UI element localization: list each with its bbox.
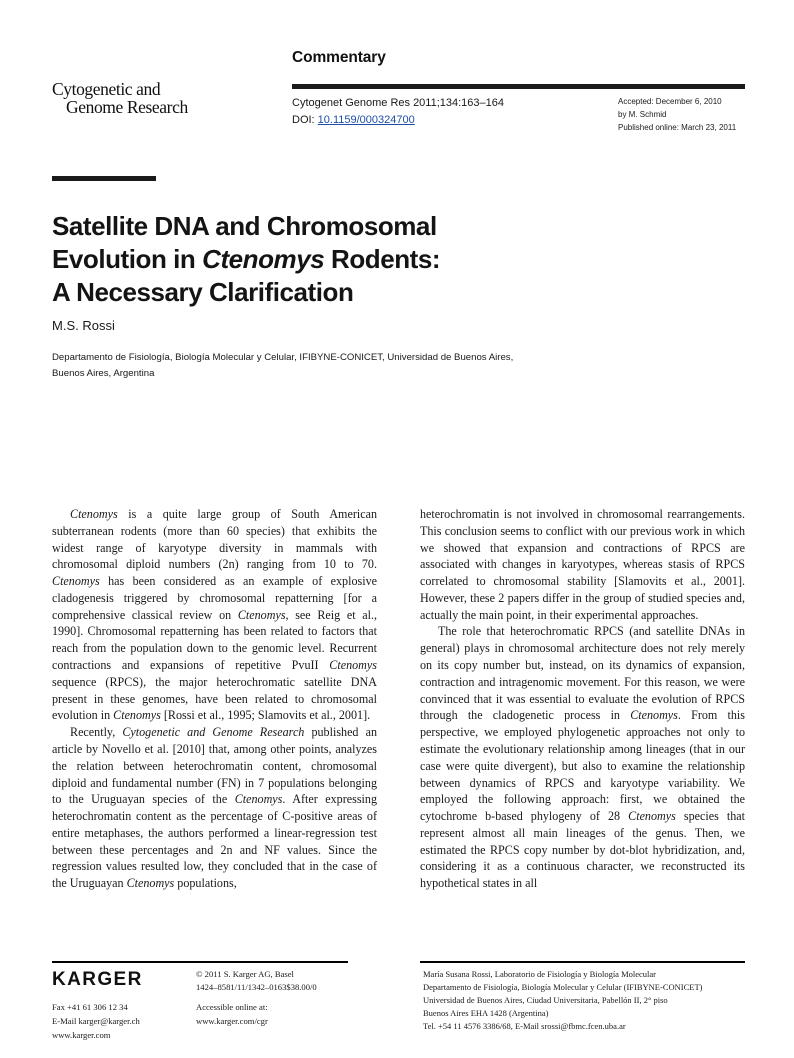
- body-paragraph: [420, 623, 745, 892]
- author-affiliation: [52, 350, 552, 382]
- journal-logo: [52, 80, 242, 116]
- text-run: has been considered as an example of explosive cladogenesis triggered by chromosomal repatterning [for a comprehensive classical review on: [52, 574, 377, 622]
- title-line-2-prefix: Evolution in: [52, 244, 203, 275]
- accessible-online-label: Accessible online at:: [196, 1002, 268, 1012]
- title-line-2-suffix: Rodents:: [324, 244, 441, 275]
- italic-term: Ctenomys: [234, 792, 283, 807]
- italic-term: Ctenomys: [52, 574, 100, 589]
- accessible-online-url[interactable]: www.karger.com/cgr: [196, 1015, 268, 1026]
- copyright-line: © 2011 S. Karger AG, Basel: [196, 969, 294, 979]
- footer-divider-left: [52, 961, 348, 963]
- body-paragraph: [52, 506, 377, 724]
- handling-editor: by M. Schmid: [618, 109, 667, 119]
- body-column-left: [52, 506, 377, 892]
- correspondence-line: Universidad de Buenos Aires, Ciudad Universitaria, Pabellón II, 2° piso: [423, 994, 668, 1005]
- correspondence-line: María Susana Rossi, Laboratorio de Fisiología y Biología Molecular: [423, 969, 657, 979]
- doi-label: DOI:: [292, 113, 318, 126]
- correspondence-line: Tel. +54 11 4576 3386/68, E-Mail srossi@fbmc.fcen.uba.ar: [423, 1020, 626, 1031]
- doi-link[interactable]: 10.1159/000324700: [317, 113, 415, 126]
- publisher-website[interactable]: www.karger.com: [52, 1029, 111, 1040]
- italic-term: Ctenomys: [126, 876, 175, 891]
- affiliation-line-1: Departamento de Fisiología, Biología Molecular y Celular, IFIBYNE-CONICET, Universidad de Buenos Aires,: [52, 352, 514, 363]
- footer-divider-right: [420, 961, 745, 963]
- author-name: M.S. Rossi: [52, 318, 115, 333]
- text-run: . From this perspective, we employed phylogenetic approaches not only to estimate the evolutionary relationship among lineages (that in our case were quite divergent), but also to examine the relationship between dynamics of RPCS and karyotype variability. We employed the following approach: first, we obtained the cytochrome b-based phylogeny of 28: [420, 708, 745, 824]
- text-run: published an article by Novello et al. [2010] that, among other points, analyzes the relation between heterochromatin content, chromosomal diploid and fundamental number (FN) in 7 populations belonging to the Uruguayan species of the: [52, 725, 377, 807]
- text-run: The role that heterochromatic RPCS (and satellite DNAs in general) plays in chromosomal architecture does not rely merely on its copy number but, instead, on its dynamics of expansion, contraction and intragenomic movement. For this reason, we were convinced that it was essential to evaluate the evolution of RPCS through the cladogenetic process in: [420, 624, 745, 723]
- italic-term: Ctenomys: [113, 708, 161, 723]
- copyright-block: [196, 968, 317, 994]
- text-run: heterochromatin is not involved in chromosomal rearrangements. This conclusion seems to conflict with our previous work in which we showed that expansion and contractions of RPCS are associated with changes in karyotypes, whereas stasis of RPCS correlated to chromosomal stability [Slamovits et al., 2001]. However, these 2 papers differ in the group of studied species and, actually the main point, in their experimental approaches.: [420, 507, 745, 622]
- doi-line: [292, 112, 504, 129]
- text-run: populations,: [174, 876, 237, 891]
- title-line-3: A Necessary Clarification: [52, 277, 354, 308]
- text-run: species that represent almost all main lineages of the genus. Then, we estimated the RPCS copy number by dot-blot hybridization, and, considering it as a continuous character, we reconstructed its hypothetical states in all: [420, 809, 745, 891]
- header-divider: [292, 84, 745, 89]
- citation-line: Cytogenet Genome Res 2011;134:163–164: [292, 97, 505, 109]
- text-run: Recently,: [70, 725, 123, 740]
- text-run: . After expressing heterochromatin content as the percentage of C-positive areas of entire metaphases, the authors performed a linear-regression test between these percentages and 2n and NF values. Since the regression values resulted low, they concluded that in the case of the Uruguayan: [52, 792, 377, 891]
- journal-logo-line1: Cytogenetic and: [52, 79, 161, 99]
- title-divider: [52, 176, 156, 181]
- citation-block: [292, 95, 504, 128]
- page-title: [52, 210, 522, 309]
- online-access-block: [196, 1001, 268, 1029]
- body-column-right: [420, 506, 745, 892]
- issn-pricing-line: 1424–8581/11/1342–0163$38.00/0: [196, 982, 317, 993]
- publisher-contact: [52, 1001, 140, 1043]
- title-genus-name: Ctenomys: [202, 244, 325, 275]
- body-paragraph: [420, 506, 745, 623]
- correspondence-block: [423, 968, 753, 1033]
- publisher-logo: KARGER: [52, 969, 143, 990]
- correspondence-line: Departamento de Fisiología, Biología Molecular y Celular (IFIBYNE-CONICET): [423, 981, 703, 992]
- italic-term: Ctenomys: [628, 809, 676, 824]
- text-run: , see Reig et al., 1990]. Chromosomal repatterning has been related to factors that reach from the population down to the genomic level. Recurrent contractions and expansions of repetitive PvuII: [52, 607, 377, 673]
- accepted-date: Accepted: December 6, 2010: [618, 97, 722, 106]
- publisher-fax: Fax +41 61 306 12 34: [52, 1002, 128, 1012]
- italic-term: Ctenomys: [630, 708, 678, 723]
- italic-term: Cytogenetic and Genome Research: [122, 725, 305, 740]
- italic-term: Ctenomys: [70, 507, 118, 521]
- affiliation-line-2: Buenos Aires, Argentina: [52, 368, 155, 380]
- title-line-1: Satellite DNA and Chromosomal: [52, 211, 437, 242]
- body-paragraph: [52, 724, 377, 892]
- correspondence-line: Buenos Aires EHA 1428 (Argentina): [423, 1007, 549, 1018]
- text-run: sequence (RPCS), the major heterochromatic satellite DNA present in these genomes, have been related to chromosomal evolution in: [52, 674, 377, 723]
- text-run: is a quite large group of South American subterranean rodents (more than 60 species) that exhibits the widest range of karyotype diversity in mammals with chromosomal diploid numbers (2n) ranging from 10 to 70.: [52, 507, 377, 572]
- publisher-email[interactable]: E-Mail karger@karger.ch: [52, 1015, 140, 1026]
- italic-term: Ctenomys: [329, 658, 377, 673]
- section-label: Commentary: [292, 49, 386, 66]
- page-header: [52, 44, 745, 154]
- publication-dates: [618, 96, 736, 135]
- italic-term: Ctenomys: [237, 607, 286, 622]
- text-run: [Rossi et al., 1995; Slamovits et al., 2001].: [160, 708, 371, 723]
- journal-logo-line2: Genome Research: [66, 97, 188, 118]
- published-online-date: Published online: March 23, 2011: [618, 122, 737, 132]
